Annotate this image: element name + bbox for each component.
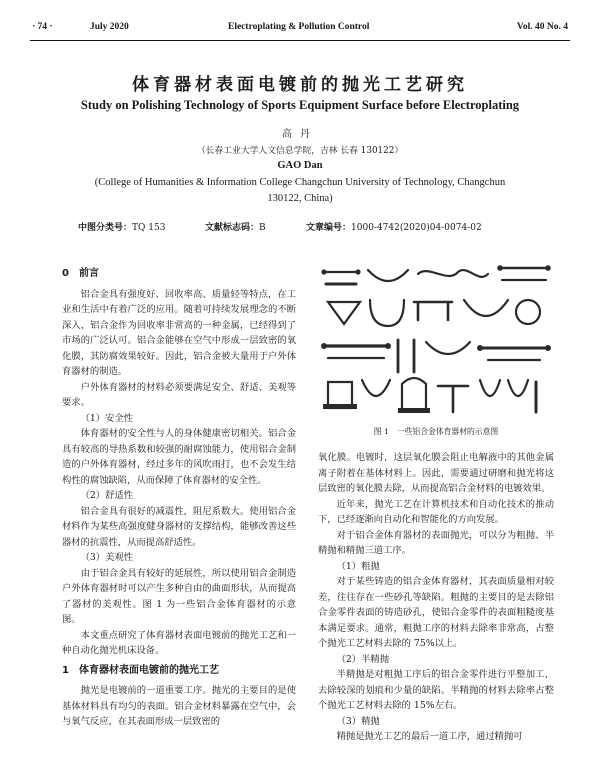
affiliation-english: (College of Humanities & Information College Changchun University of Technology, Changchun 130122, China)	[94, 177, 506, 204]
section-heading: 0 前言	[62, 268, 99, 279]
clc-number	[78, 220, 165, 233]
article-number-value: 1000-4742(2020)04-0074-02	[351, 223, 482, 233]
title-chinese: 体育器材表面电镀前的抛光工艺研究	[132, 75, 468, 95]
paragraph: 氧化膜。电镀时，这层氧化膜会阻止电解液中的其他金属离子附着在基体材料上。因此，需要通过研磨和抛光将这层致密的氧化膜去除，从而提高铝合金材料的电镀效果。	[318, 452, 554, 494]
paragraph: 由于铝合金具有较好的延展性，所以使用铝合金制造户外体育器材时可以产生多种自由的曲面形状，从而提高了器材的美观性。图 1 为一些铝合金体育器材的示意图。	[62, 567, 296, 625]
affiliation-chinese: （长春工业大学人文信息学院，吉林 长春 130122）	[196, 146, 404, 156]
volume-info: Vol. 40 No. 4	[516, 22, 568, 32]
article-number	[306, 220, 482, 233]
clc-label: 中图分类号：	[78, 223, 133, 233]
running-header	[30, 18, 570, 40]
subheading: （2）舒适性	[80, 490, 133, 501]
paragraph: 户外体育器材的材料必须要满足安全、舒适、美观等要求。	[62, 381, 296, 408]
section-heading: 1 体育器材表面电镀前的抛光工艺	[62, 664, 219, 676]
paragraph: 铝合金具有强度好、回收率高、质量轻等特点，在工业和生活中有着广泛的应用。随着可持续发展理念的不断深入，铝合金作为回收率非常高的一种金属，已经得到了市场的广泛认可。铝合金能够在空气中形成一层致密的氧化膜，其防腐效果较好。因此，铝合金被大量用于户外体育器材的制造。	[62, 288, 296, 377]
article-number-label: 文章编号：	[306, 223, 352, 233]
author-chinese: 高丹	[282, 129, 318, 140]
issue-date: July 2020	[90, 22, 129, 32]
ez-curl-bar	[418, 270, 488, 277]
title-english: Study on Polishing Technology of Sports Equipment Surface before Electroplating	[80, 98, 520, 112]
subheading: （1）安全性	[80, 412, 133, 424]
paragraph: 铝合金具有很好的减震性，阻尼系数大。使用铝合金材料作为某些高强度健身器材的支撑结构，能够改善这些器材的抗震性，从而提高舒适性。	[62, 505, 296, 548]
clc-value: TQ 153	[132, 223, 166, 233]
paragraph: 对于铝合金体育器材的表面抛光，可以分为粗抛、半精抛和精抛三道工序。	[318, 529, 554, 556]
paragraph: 抛光是电镀前的一道重要工序。抛光的主要目的是使基体材料具有均匀的表面。铝合金材料暴露在空气中，会与氧气反应，在其表面形成一层致密的	[62, 685, 296, 727]
ring-handle	[516, 300, 540, 324]
header-rule	[30, 40, 570, 41]
document-code	[205, 220, 266, 233]
right-column	[318, 450, 554, 745]
journal-name: Electroplating & Pollution Control	[228, 22, 370, 32]
subheading: （2）半精抛	[336, 653, 389, 665]
left-column	[62, 262, 296, 730]
subheading: （3）美观性	[80, 552, 133, 563]
paragraph: 本文重点研究了体育器材表面电镀前的抛光工艺和一种自动化抛光机床设备。	[62, 629, 296, 656]
paragraph: 对于某些铸造的铝合金体育器材，其表面质量相对较差，往往存在一些砂孔等缺陷。粗抛的主要目的是去除铝合金零件表面的铸造砂孔，使铝合金零件的表面粗糙度基本满足要求。通常，粗抛工序的材料去除率非常高，占整个抛光工艺材料去除的 75%以上。	[318, 576, 554, 649]
triangle-handle	[328, 302, 360, 324]
subheading: （3）精抛	[336, 715, 380, 727]
paragraph: 精抛是抛光工艺的最后一道工序，通过精抛可	[336, 731, 523, 742]
paragraph: 半精抛是对粗抛工序后的铝合金零件进行平整加工，去除较深的划痕和少量的缺陷。半精抛的材料去除率占整个抛光工艺材料去除的 15%左右。	[318, 669, 554, 711]
author-english: GAO Dan	[277, 160, 323, 171]
paragraph: 近年来，抛光工艺在计算机技术和自动化技术的推动下，已经逐渐向自动化和智能化的方向发展。	[318, 498, 554, 525]
paragraph: 体育器材的安全性与人的身体健康密切相关。铝合金具有较高的导热系数和较强的耐腐蚀能力，使用铝合金制造的户外体育器材，经过多年的风吹雨打，也不会发生结构性的腐蚀缺陷，从而保障了体育器材的安全性。	[62, 428, 296, 486]
doc-code-value: B	[259, 223, 266, 233]
v-handle	[368, 270, 408, 281]
subheading: （1）粗抛	[336, 560, 380, 572]
doc-code-label: 文献标志码：	[205, 223, 260, 233]
page-number: · 74 ·	[32, 22, 53, 32]
equipment-figure	[318, 262, 554, 417]
figure-caption: 图 1 一些铝合金体育器材的示意图	[373, 427, 499, 436]
